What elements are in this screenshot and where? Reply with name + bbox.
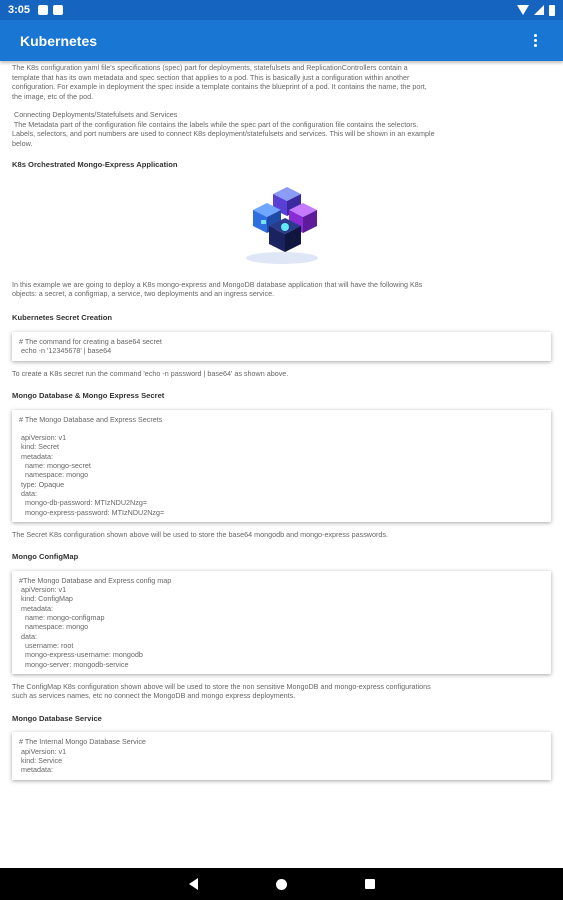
heading-app: K8s Orchestrated Mongo-Express Application	[12, 160, 178, 169]
app-title: Kubernetes	[20, 32, 98, 49]
system-nav-bar	[0, 868, 563, 900]
nav-back-icon[interactable]	[189, 878, 198, 890]
code-block-service[interactable]: # The Internal Mongo Database Service apiVersion: v1 kind: Service metadata:	[12, 732, 551, 779]
nav-home-icon[interactable]	[276, 879, 287, 890]
secret-text: The Secret K8s configuration shown above will be used to store the base64 mongodb and mongo-express passwords.	[12, 529, 388, 539]
app-bar	[0, 20, 563, 61]
nav-recents-icon[interactable]	[365, 879, 375, 889]
status-time: 3:05	[8, 4, 31, 16]
wifi-icon	[517, 5, 529, 15]
heading-secret-creation: Kubernetes Secret Creation	[12, 312, 113, 322]
notification-icon	[38, 5, 48, 15]
code-block-secret[interactable]: # The Mongo Database and Express Secrets apiVersion: v1 kind: Secret metadata: name: mongo-secret namespace: mongo type: Opaque data: mongo-db-password: MTIzNDU2Nzg= mongo-express-password: MTIzNDU2Nzg=	[12, 410, 551, 522]
code-block-secret-command[interactable]: # The command for creating a base64 secret echo -n '12345678' | base64	[12, 332, 551, 361]
heading-secret: Mongo Database & Mongo Express Secret	[12, 391, 165, 401]
secret-command-text: To create a K8s secret run the command 'echo -n password | base64' as shown above.	[12, 368, 289, 378]
heading-service: Mongo Database Service	[12, 713, 102, 723]
status-bar	[0, 0, 563, 20]
connecting-paragraph: Connecting Deployments/Statefulsets and Services The Metadata part of the configuration file contains the labels while the spec part of the configuration file contains the selectors. Labels, selectors, and port numbers are used to connect K8s deployment/statefulsets and services. This will be shown in an example below.	[12, 110, 435, 148]
more-vert-icon[interactable]	[527, 34, 543, 47]
heading-configmap: Mongo ConfigMap	[12, 552, 79, 562]
article-content[interactable]	[0, 61, 563, 868]
code-block-configmap[interactable]: #The Mongo Database and Express config map apiVersion: v1 kind: ConfigMap metadata: name: mongo-configmap namespace: mongo data: username: root mongo-express-username: mongodb mongo-server: mongodb-service	[12, 571, 551, 674]
notification-icon	[53, 5, 63, 15]
signal-icon	[534, 5, 544, 15]
configmap-text: The ConfigMap K8s configuration shown above will be used to store the non sensitive MongoDB and mongo-express configurations such as services names, etc no connect the MongoDB and mongo express deployments.	[12, 681, 431, 701]
status-icons	[517, 5, 555, 16]
battery-icon	[549, 5, 555, 16]
intro-paragraph: The K8s configuration yaml file's specifications (spec) part for deployments, statefulsets and ReplicationControllers contain a template that has its own metadata and spec section that applies to a pod. This is basically just a configuration within another configuration. For example in deployment the spec inside a template contains the blueprint of a pod. It contains the name, the port, the image, etc of the pod.	[12, 63, 427, 101]
kubernetes-cubes-icon	[237, 184, 327, 266]
example-paragraph: In this example we are going to deploy a K8s mongo-express and MongoDB database application that will have the following K8s objects: a secret, a configmap, a service, two deployments and an ingress service.	[12, 279, 423, 298]
